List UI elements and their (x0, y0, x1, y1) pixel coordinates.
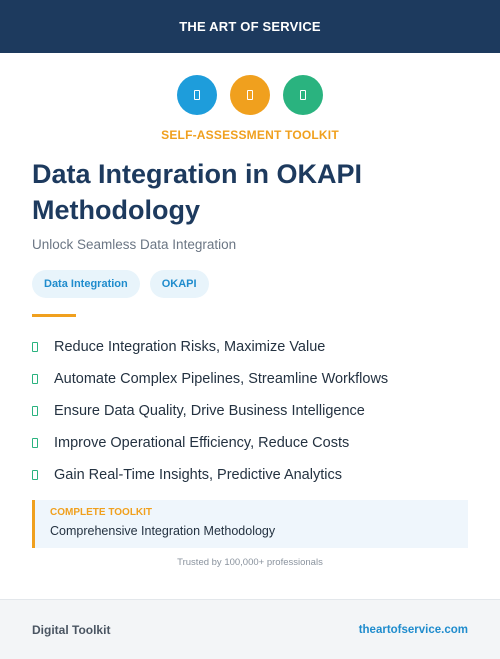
list-item: Ensure Data Quality, Drive Business Intelligence (32, 395, 472, 427)
icon-row (0, 75, 500, 115)
page-title: Data Integration in OKAPI Methodology (32, 159, 363, 225)
footer-label: Digital Toolkit (32, 622, 111, 637)
footer (0, 599, 500, 659)
list-item: Improve Operational Efficiency, Reduce Costs (32, 427, 472, 459)
subtitle: Unlock Seamless Data Integration (32, 237, 237, 252)
green-icon (283, 75, 323, 115)
list-item: Automate Complex Pipelines, Streamline Workflows (32, 363, 472, 395)
blue-icon (177, 75, 217, 115)
orange-icon (230, 75, 270, 115)
check-icon (32, 470, 38, 480)
callout-label: COMPLETE TOOLKIT (50, 507, 153, 518)
trusted-note: Trusted by 100,000+ professionals (177, 557, 323, 568)
accent-divider (32, 314, 76, 317)
benefit-list (32, 331, 472, 491)
tag-okapi: OKAPI (150, 270, 209, 298)
brand-name: THE ART OF SERVICE (179, 19, 321, 34)
tag-data-integration: Data Integration (32, 270, 140, 298)
website-link[interactable]: theartofservice.com (358, 623, 468, 636)
check-icon (32, 342, 38, 352)
tag-list (32, 270, 209, 298)
toolkit-callout (32, 500, 468, 548)
check-icon (32, 438, 38, 448)
toolkit-kicker: SELF-ASSESSMENT TOOLKIT (161, 128, 339, 142)
callout-description: Comprehensive Integration Methodology (50, 524, 276, 538)
header-bar (0, 0, 500, 53)
check-icon (32, 406, 38, 416)
list-item: Reduce Integration Risks, Maximize Value (32, 331, 472, 363)
check-icon (32, 374, 38, 384)
list-item: Gain Real-Time Insights, Predictive Analytics (32, 459, 472, 491)
